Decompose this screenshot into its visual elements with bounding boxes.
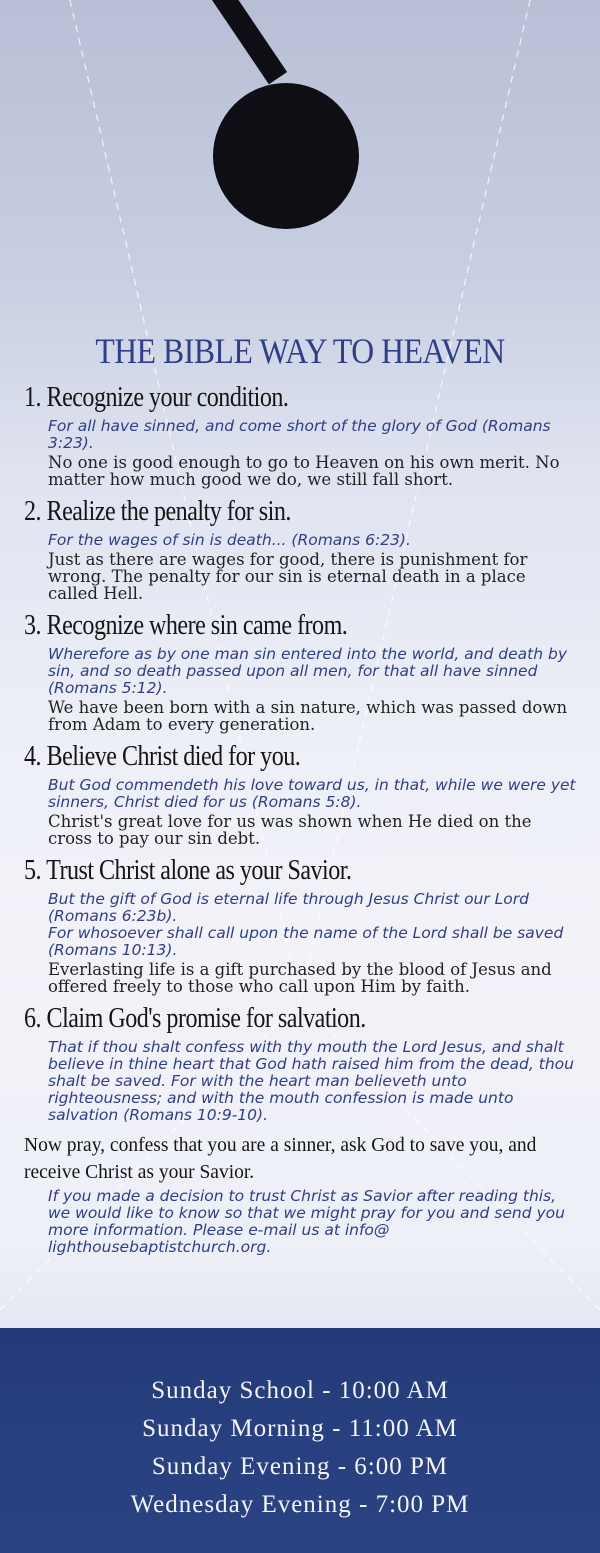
step-heading: 1. Recognize your condition. <box>24 382 289 413</box>
door-hanger-hole <box>213 83 359 229</box>
step-6 <box>24 1003 580 1124</box>
step-verse: Wherefore as by one man sin entered into the world, and death by sin, and so death passed upon all men, for that all have sinned (Romans 5:12). <box>48 645 568 697</box>
step-note: Christ's great love for us was shown when He died on the cross to pay our sin debt. <box>48 812 532 848</box>
step-verse: For the wages of sin is death... (Romans 6:23). <box>48 531 411 549</box>
step-verse: For all have sinned, and come short of the glory of God (Romans 3:23). <box>48 417 551 452</box>
page-title: THE BIBLE WAY TO HEAVEN <box>95 331 505 371</box>
service-time: Sunday Evening - 6:00 PM <box>151 1453 449 1480</box>
prayer-instruction: Now pray, confess that you are a sinner, ask God to save you, and receive Christ as your Savior. <box>24 1135 537 1183</box>
step-heading: 5. Trust Christ alone as your Savior. <box>24 855 352 886</box>
steps-list <box>24 382 580 1256</box>
service-time: Sunday School - 10:00 AM <box>151 1377 449 1404</box>
step-verse: But the gift of God is eternal life through Jesus Christ our Lord (Romans 6:23b). <box>48 890 529 925</box>
service-time: Sunday Morning - 11:00 AM <box>142 1415 458 1442</box>
step-2 <box>24 496 580 602</box>
step-5 <box>24 855 580 995</box>
step-note: Just as there are wages for good, there is punishment for wrong. The penalty for our sin is eternal death in a place called Hell. <box>48 550 528 603</box>
step-4 <box>24 741 580 847</box>
step-verse: That if thou shalt confess with thy mouth the Lord Jesus, and shalt believe in thine heart that God hath raised him from the dead, thou shalt be saved. For with the heart man believeth unto righteousness; and with the mouth confession is made unto salvation (Romans 10:9-10). <box>48 1038 574 1124</box>
step-heading: 6. Claim God's promise for salvation. <box>24 1003 366 1034</box>
step-note: Everlasting life is a gift purchased by the blood of Jesus and offered freely to those who call upon Him by faith. <box>48 960 552 996</box>
step-heading: 2. Realize the penalty for sin. <box>24 496 291 527</box>
service-times-panel <box>0 1328 600 1553</box>
service-times <box>0 1372 600 1524</box>
step-3 <box>24 610 580 733</box>
step-heading: 4. Believe Christ died for you. <box>24 741 301 772</box>
step-1 <box>24 382 580 488</box>
step-verse-2: For whosoever shall call upon the name of the Lord shall be saved (Romans 10:13). <box>48 924 564 959</box>
step-note: We have been born with a sin nature, which was passed down from Adam to every generation. <box>48 698 568 734</box>
step-heading: 3. Recognize where sin came from. <box>24 610 348 641</box>
step-verse: But God commendeth his love toward us, in that, while we were yet sinners, Christ died for us (Romans 5:8). <box>48 776 576 811</box>
contact-note: If you made a decision to trust Christ as Savior after reading this, we would like to know so that we might pray for you and send you more information. Please e-mail us at info@ lighthousebaptistchurch.org. <box>48 1187 565 1256</box>
service-time: Wednesday Evening - 7:00 PM <box>130 1491 470 1518</box>
step-note: No one is good enough to go to Heaven on his own merit. No matter how much good we do, we still fall short. <box>48 453 560 489</box>
